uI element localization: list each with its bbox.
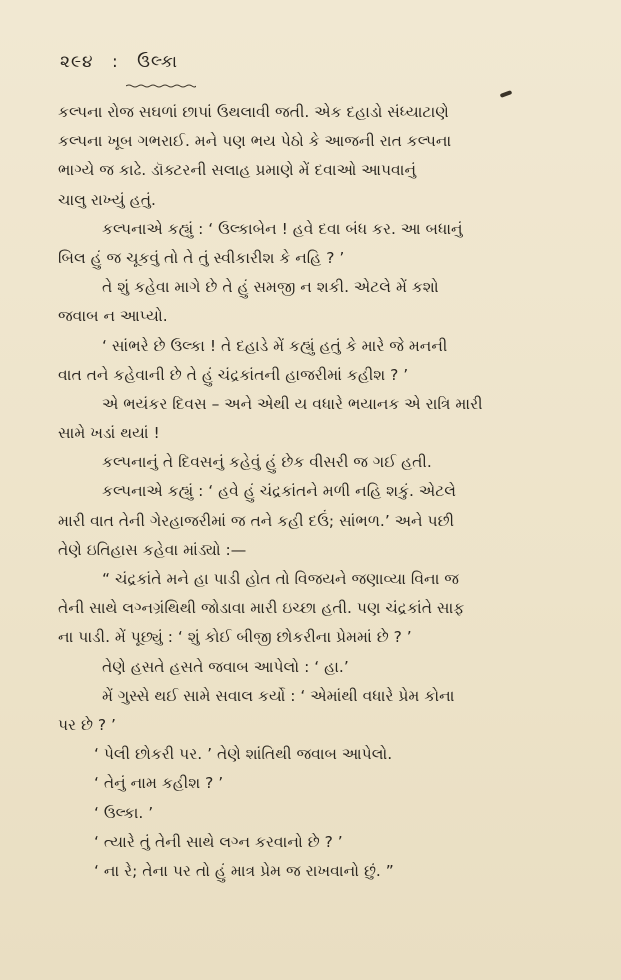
page-header [60,52,178,72]
text-line: બિલ હું જ ચૂકવું તો તે તું સ્વીકારીશ કે નહિ ? ’ [58,248,345,267]
text-line: સામે ખડાં થયાં ! [58,424,160,443]
text-line: કલ્પનાએ કહ્યું : ‘ ઉલ્કાબેન ! હવે દવા બંધ કર. આ બધાનું [102,219,463,238]
text-line: કલ્પનાએ કહ્યું : ‘ હવે હું ચંદ્રકાંતને મળી નહિ શકું. એટલે [102,482,456,501]
text-line: કલ્પનાનું તે દિવસનું કહેવું હું છેક વીસરી જ ગઈ હતી. [102,453,432,472]
text-line: ‘ ઉલ્કા. ’ [94,803,154,822]
text-line: ચાલુ રાખ્યું હતું. [58,190,156,209]
text-line: ‘ પેલી છોકરી પર. ’ તેણે શાંતિથી જવાબ આપેલો. [94,745,393,764]
text-line: તે શું કહેવા માગે છે તે હું સમજી ન શકી. એટલે મેં કશો [102,278,439,297]
text-line: કલ્પના ખૂબ ગભરાઈ. મને પણ ભય પેઠો કે આજની રાત કલ્પના [58,132,452,151]
text-line: ‘ ના રે; તેના પર તો હું માત્ર પ્રેમ જ રાખવાનો છું. ” [94,861,394,880]
decorative-wavy-rule [126,84,196,88]
text-line: એ ભયંકર દિવસ – અને એથી ય વધારે ભયાનક એ રાત્રિ મારી [102,394,483,413]
text-line: મારી વાત તેની ગેરહાજરીમાં જ તને કહી દઉં; સાંભળ.’ અને પછી [58,511,455,530]
ink-speck [500,90,513,98]
header-separator: : [112,52,119,72]
text-line: તેણે ઇતિહાસ કહેવા માંડ્યો :— [58,540,247,559]
page-number: ૨૯૪ [60,52,94,72]
text-line: ‘ તેનું નામ કહીશ ? ’ [94,774,224,793]
text-line: ભાગ્યે જ કાઢે. ડૉક્ટરની સલાહ પ્રમાણે મેં દવાઓ આપવાનું [58,161,417,180]
text-line: ના પાડી. મેં પૂછ્યું : ‘ શું કોઈ બીજી છોકરીના પ્રેમમાં છે ? ’ [58,628,412,647]
text-line: ‘ સાંભરે છે ઉલ્કા ! તે દહાડે મેં કહ્યું હતું કે મારે જે મનની [102,336,448,355]
text-line: મેં ગુસ્સે થઈ સામે સવાલ કર્યો : ‘ એમાંથી વધારે પ્રેમ કોના [102,686,455,705]
text-line: તેણે હસતે હસતે જવાબ આપેલો : ‘ હા.’ [102,657,349,676]
text-line: ‘ ત્યારે તું તેની સાથે લગ્ન કરવાનો છે ? ’ [94,832,343,851]
text-line: “ ચંદ્રકાંતે મને હા પાડી હોત તો વિજયને જણાવ્યા વિના જ [102,570,459,588]
running-title: ઉલ્કા [137,52,178,72]
text-line: કલ્પના રોજ સઘળાં છાપાં ઉથલાવી જતી. એક દહાડો સંધ્યાટાણે [58,103,449,121]
text-line: તેની સાથે લગ્નગ્રંથિથી જોડાવા મારી ઇચ્છા હતી. પણ ચંદ્રકાંતે સાફ [58,599,465,618]
text-line: જવાબ ન આપ્યો. [58,307,168,326]
body-text [58,98,580,886]
text-line: વાત તને કહેવાની છે તે હું ચંદ્રકાંતની હાજરીમાં કહીશ ? ’ [58,365,409,384]
text-line: પર છે ? ’ [58,715,116,734]
